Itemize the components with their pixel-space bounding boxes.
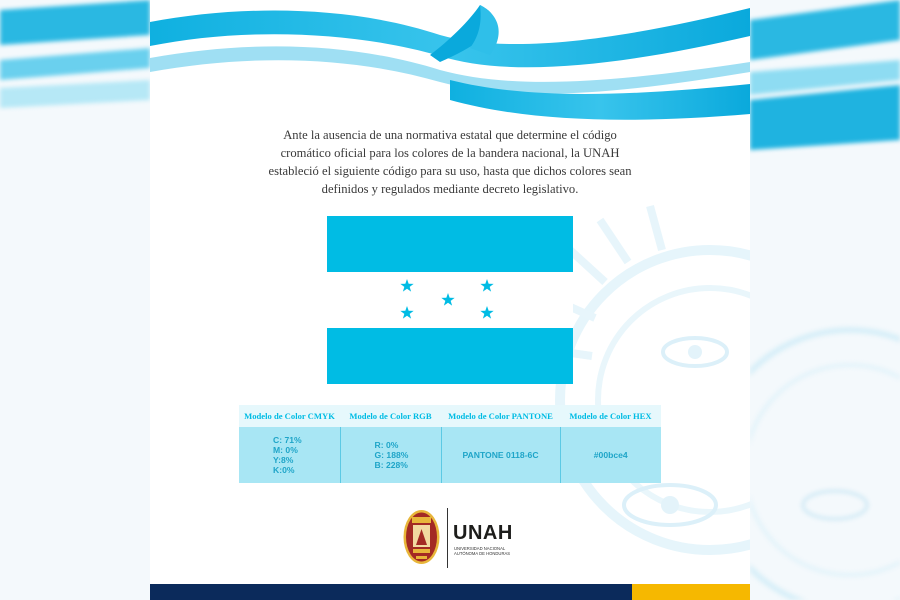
logo-subtitle-line2: AUTÓNOMA DE HONDURAS <box>454 551 511 556</box>
logo-subtitle-line1: UNIVERSIDAD NACIONAL <box>454 546 506 551</box>
cmyk-cell <box>239 427 340 483</box>
intro-paragraph: Ante la ausencia de una normativa estatal que determine el código cromático oficial para los colores de la bandera nacional, la UNAH estableció el siguiente código para su uso, hasta que dichos colores sean definidos y regulados mediante decreto legislativo. <box>268 128 632 196</box>
logo-divider <box>447 508 448 568</box>
unah-logo <box>403 506 523 570</box>
table-header-row <box>239 405 661 427</box>
infographic-card <box>150 0 750 600</box>
cmyk-c: C: 71% <box>273 435 302 445</box>
hex-cell: #00bce4 <box>560 427 661 483</box>
left-ribbon-echo <box>0 0 150 600</box>
star-icon <box>480 306 493 319</box>
honduras-flag <box>327 216 573 384</box>
star-icon <box>480 279 493 292</box>
rgb-r: R: 0% <box>374 440 399 450</box>
header-hex: Modelo de Color HEX <box>560 405 661 427</box>
cmyk-k: K:0% <box>273 465 295 475</box>
pantone-cell: PANTONE 0118-6C <box>441 427 560 483</box>
cmyk-m: M: 0% <box>273 445 298 455</box>
logo-wordmark: UNAH <box>453 522 513 544</box>
star-icon <box>441 293 454 306</box>
star-icon <box>400 279 413 292</box>
header-rgb: Modelo de Color RGB <box>340 405 441 427</box>
rgb-b: B: 228% <box>374 460 408 470</box>
footer-gold-bar <box>632 584 750 600</box>
left-blurred-panel <box>0 0 150 600</box>
cmyk-y: Y:8% <box>273 455 294 465</box>
right-ribbon-echo <box>750 0 900 600</box>
rgb-g: G: 188% <box>374 450 409 460</box>
flag-stars <box>327 216 573 384</box>
header-cmyk: Modelo de Color CMYK <box>239 405 340 427</box>
table-row <box>239 427 661 483</box>
header-pantone: Modelo de Color PANTONE <box>441 405 560 427</box>
unah-seal-icon <box>403 509 440 565</box>
star-icon <box>400 306 413 319</box>
footer-navy-bar <box>150 584 632 600</box>
rgb-cell <box>340 427 441 483</box>
right-blurred-panel <box>750 0 900 600</box>
logo-subtitle <box>454 546 510 556</box>
color-model-table <box>239 405 661 483</box>
